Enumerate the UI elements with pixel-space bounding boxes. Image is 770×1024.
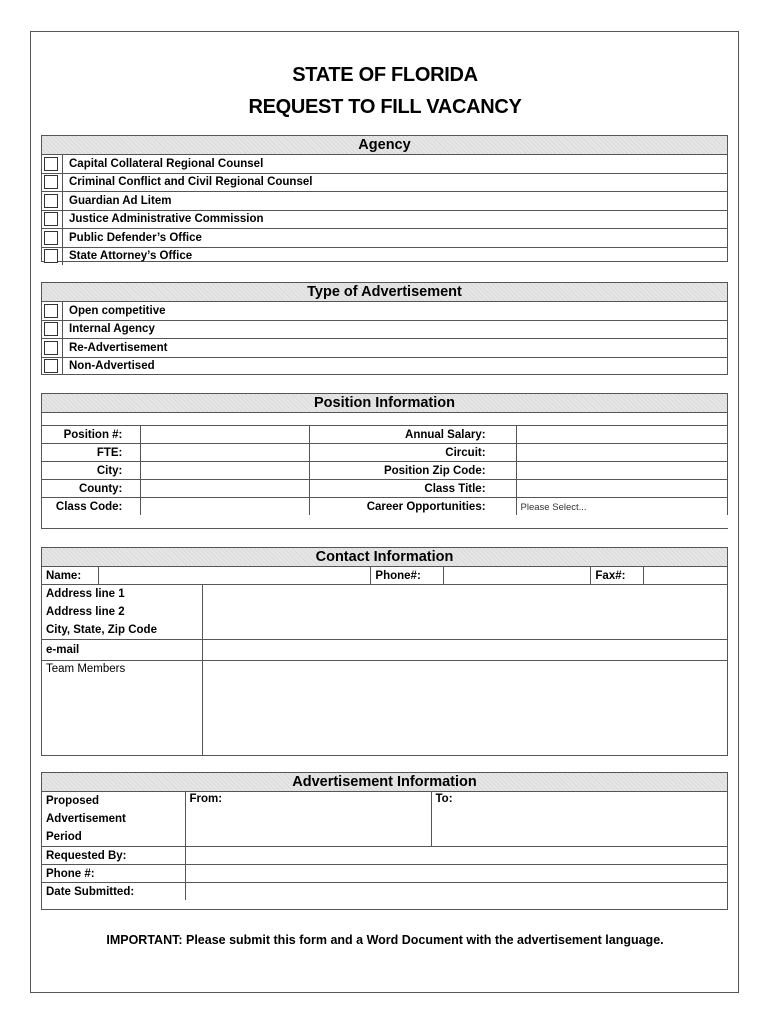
date-submitted-field[interactable]: [185, 883, 727, 901]
position-field[interactable]: [141, 426, 309, 444]
agency-option[interactable]: [42, 211, 727, 230]
position-table: [42, 426, 728, 515]
to-label: To:: [435, 793, 453, 805]
ad-info-heading: Advertisement Information: [42, 773, 727, 792]
position-label: City:: [42, 462, 141, 480]
advertisement-type-option[interactable]: [42, 358, 727, 376]
position-label: Position Zip Code:: [309, 462, 516, 480]
proposed-period-label-3: Period: [46, 831, 82, 843]
address-line2-label: Address line 2: [46, 606, 125, 618]
advertisement-type-option-label: Re-Advertisement: [69, 341, 168, 354]
position-field[interactable]: [141, 444, 309, 462]
advertisement-type-option-label: Internal Agency: [69, 323, 155, 336]
agency-option[interactable]: [42, 174, 727, 193]
agency-option[interactable]: [42, 192, 727, 211]
position-label: Class Title:: [309, 480, 516, 498]
position-field[interactable]: [516, 426, 727, 444]
position-label: Position #:: [42, 426, 141, 444]
requested-by-field[interactable]: [185, 847, 727, 865]
position-label: Circuit:: [309, 444, 516, 462]
form-title-request: REQUEST TO FILL VACANCY: [248, 96, 522, 118]
agency-heading: Agency: [42, 136, 727, 155]
contact-table: [42, 567, 727, 585]
career-opportunities-dropdown[interactable]: [516, 498, 727, 516]
position-field[interactable]: [141, 462, 309, 480]
agency-option-label: Criminal Conflict and Civil Regional Counsel: [69, 176, 313, 189]
advertisement-type-option[interactable]: [42, 321, 727, 340]
contact-name-label: Name:: [42, 567, 99, 585]
contact-phone-label: Phone#:: [371, 567, 444, 584]
position-field[interactable]: [141, 480, 309, 498]
advertisement-type-heading: Type of Advertisement: [42, 283, 727, 302]
proposed-period-label-1: Proposed: [46, 795, 100, 807]
advertisement-type-checkbox[interactable]: [44, 359, 58, 373]
email-field[interactable]: [202, 640, 727, 661]
agency-checkbox[interactable]: [44, 249, 58, 263]
agency-option[interactable]: [42, 229, 727, 248]
position-section: [41, 393, 728, 529]
ad-info-section: [41, 772, 728, 910]
agency-option-label: Justice Administrative Commission: [69, 213, 264, 226]
agency-section: [41, 135, 728, 262]
contact-name-field[interactable]: [99, 567, 371, 585]
agency-checkbox[interactable]: [44, 157, 58, 171]
phone-field[interactable]: [185, 865, 727, 883]
position-field[interactable]: [516, 462, 727, 480]
position-heading: Position Information: [42, 394, 728, 413]
advertisement-type-checkbox[interactable]: [44, 304, 58, 318]
advertisement-type-checkbox[interactable]: [44, 322, 58, 336]
contact-fax-label: Fax#:: [591, 567, 644, 584]
advertisement-type-option[interactable]: [42, 302, 727, 321]
position-field[interactable]: [516, 480, 727, 498]
agency-checkbox[interactable]: [44, 212, 58, 226]
career-opportunities-select[interactable]: Please Select...: [520, 501, 587, 513]
phone-label: Phone #:: [42, 865, 185, 883]
contact-section: [41, 547, 728, 756]
from-label: From:: [189, 793, 223, 805]
agency-option[interactable]: [42, 248, 727, 266]
email-label: e-mail: [42, 640, 202, 661]
agency-option[interactable]: [42, 155, 727, 174]
form-title-state: STATE OF FLORIDA: [292, 64, 478, 86]
proposed-period-label-2: Advertisement: [46, 813, 126, 825]
contact-heading: Contact Information: [42, 548, 727, 567]
contact-fax-field[interactable]: [644, 567, 727, 584]
agency-option-label: Public Defender’s Office: [69, 231, 202, 244]
team-members-field[interactable]: [202, 661, 727, 756]
date-submitted-label: Date Submitted:: [42, 883, 185, 901]
position-label: Annual Salary:: [309, 426, 516, 444]
advertisement-type-section: [41, 282, 728, 375]
to-date-field[interactable]: [431, 792, 727, 847]
agency-checkbox[interactable]: [44, 231, 58, 245]
position-label: County:: [42, 480, 141, 498]
address-line3-label: City, State, Zip Code: [46, 624, 157, 636]
position-field[interactable]: [516, 444, 727, 462]
advertisement-type-checkbox[interactable]: [44, 341, 58, 355]
agency-option-label: State Attorney’s Office: [69, 250, 193, 263]
important-note: IMPORTANT: Please submit this form and a Word Document with the advertisement language.: [106, 933, 664, 947]
contact-phone-field[interactable]: [444, 567, 591, 584]
advertisement-type-option-label: Open competitive: [69, 304, 166, 317]
agency-option-label: Capital Collateral Regional Counsel: [69, 157, 264, 170]
position-label: FTE:: [42, 444, 141, 462]
advertisement-type-option-label: Non-Advertised: [69, 360, 155, 373]
agency-option-label: Guardian Ad Litem: [69, 194, 172, 207]
address-line1-label: Address line 1: [46, 588, 125, 600]
position-label: Class Code:: [42, 498, 141, 516]
from-date-field[interactable]: [185, 792, 431, 847]
address-field[interactable]: [202, 585, 727, 640]
agency-checkbox[interactable]: [44, 175, 58, 189]
advertisement-type-option[interactable]: [42, 339, 727, 358]
team-members-label: Team Members: [42, 661, 202, 756]
requested-by-label: Requested By:: [42, 847, 185, 865]
position-field[interactable]: [141, 498, 309, 516]
agency-checkbox[interactable]: [44, 194, 58, 208]
position-label: Career Opportunities:: [309, 498, 516, 516]
